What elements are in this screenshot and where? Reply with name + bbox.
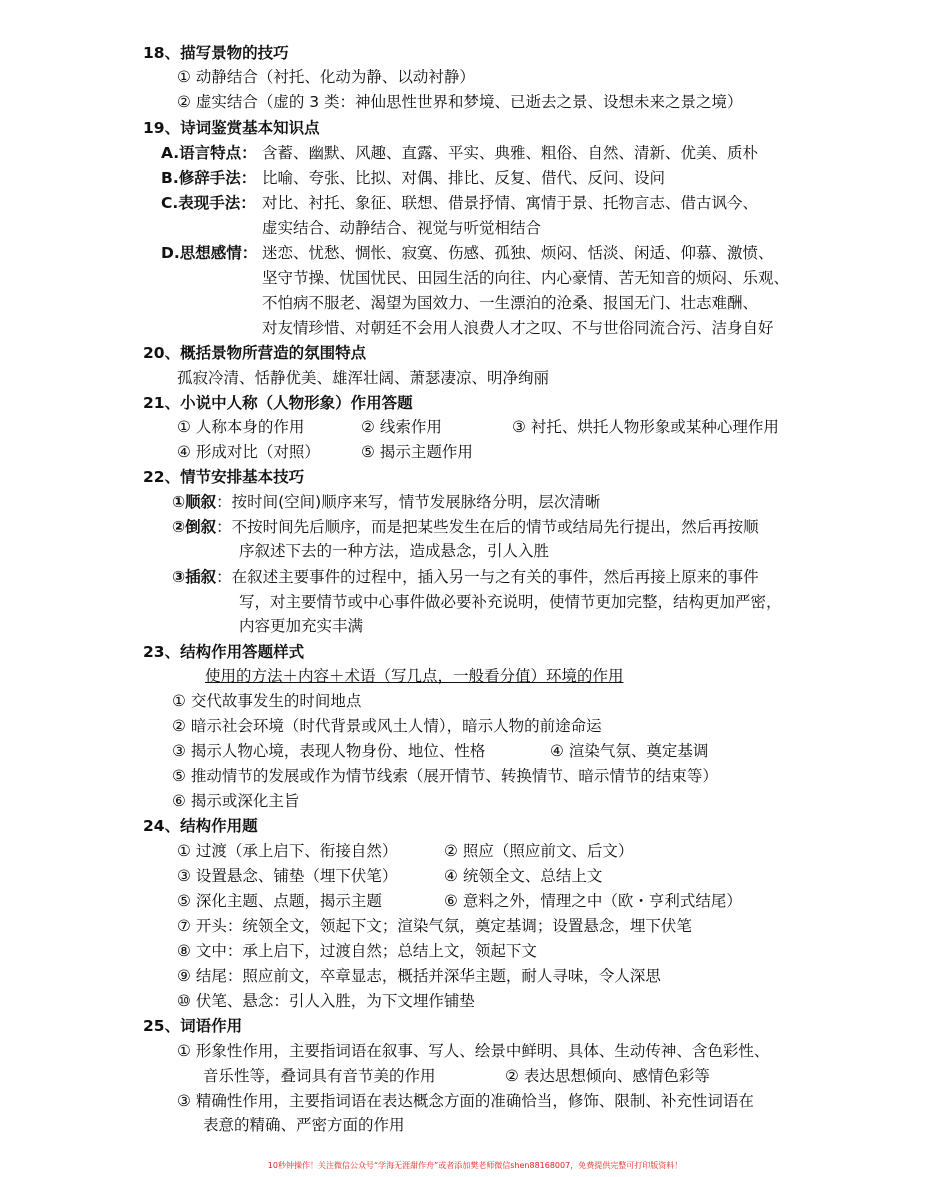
section-25-item-1b: 音乐性等，叠词具有音节美的作用 — [203, 1067, 436, 1085]
section-24-item-2: ② 照应（照应前文、后文） — [444, 842, 634, 860]
section-19-c-text-2: 虚实结合、动静结合、视觉与听觉相结合 — [262, 219, 542, 237]
section-22-text-3c: 内容更加充实丰满 — [239, 617, 364, 635]
section-18-item-2: ② 虚实结合（虚的 3 类：神仙思性世界和梦境、已逝去之景、设想未来之景之境） — [177, 93, 743, 111]
section-22-line-1 — [172, 492, 600, 512]
section-23-title: 23、结构作用答题样式 — [143, 643, 305, 661]
section-22-line-2 — [172, 517, 759, 537]
section-21-item-4: ④ 形成对比（对照） — [177, 443, 320, 461]
section-22-title: 22、情节安排基本技巧 — [143, 468, 305, 486]
section-19-b-text: 比喻、夸张、比拟、对偶、排比、反复、借代、反问、设问 — [262, 169, 666, 187]
section-19-c-text-1: 对比、衬托、象征、联想、借景抒情、寓情于景、托物言志、借古讽今、 — [262, 194, 759, 212]
section-25-item-3a: ③ 精确性作用，主要指词语在表达概念方面的准确恰当，修饰、限制、补充性词语在 — [177, 1092, 754, 1110]
section-24-item-9: ⑨ 结尾：照应前文，卒章显志，概括并深华主题，耐人寻味，令人深思 — [177, 967, 661, 985]
section-19-c-label: C.表现手法： — [161, 194, 256, 212]
section-23-subtitle: 使用的方法＋内容＋术语（写几点，一般看分值）环境的作用 — [205, 667, 624, 685]
section-24-item-1: ① 过渡（承上启下、衔接自然） — [177, 842, 398, 860]
section-24-item-5: ⑤ 深化主题、点题，揭示主题 — [177, 892, 382, 910]
section-23-item-5: ⑤ 推动情节的发展或作为情节线索（展开情节、转换情节、暗示情节的结束等） — [172, 767, 718, 785]
section-25-title: 25、词语作用 — [143, 1017, 243, 1035]
section-19-d-text-4: 对友情珍惜、对朝廷不会用人浪费人才之叹、不与世俗同流合污、洁身自好 — [262, 319, 774, 337]
section-23-item-3: ③ 揭示人物心境，表现人物身份、地位、性格 — [172, 742, 486, 760]
section-19-d-text-2: 坚守节操、忧国忧民、田园生活的向往、内心豪情、苦无知音的烦闷、乐观、 — [262, 269, 790, 287]
section-20-title: 20、概括景物所营造的氛围特点 — [143, 344, 367, 362]
section-21-item-3: ③ 衬托、烘托人物形象或某种心理作用 — [512, 418, 779, 436]
section-24-item-7: ⑦ 开头：统领全文，领起下文；渲染气氛，奠定基调；设置悬念，埋下伏笔 — [177, 917, 692, 935]
section-24-item-6: ⑥ 意料之外，情理之中（欧・亨利式结尾） — [444, 892, 742, 910]
section-23-item-6: ⑥ 揭示或深化主旨 — [172, 792, 300, 810]
section-24-item-3: ③ 设置悬念、铺垫（埋下伏笔） — [177, 867, 398, 885]
section-19-d-text-1: 迷恋、忧愁、惆怅、寂寞、伤感、孤独、烦闷、恬淡、闲适、仰慕、激愤、 — [262, 244, 774, 262]
section-21-item-1: ① 人称本身的作用 — [177, 418, 305, 436]
section-21-item-5: ⑤ 揭示主题作用 — [361, 443, 473, 461]
section-21-title: 21、小说中人称（人物形象）作用答题 — [143, 394, 413, 412]
section-25-item-1a: ① 形象性作用，主要指词语在叙事、写人、绘景中鲜明、具体、生动传神、含色彩性、 — [177, 1042, 770, 1060]
section-22-text-3: ：在叙述主要事件的过程中，插入另一与之有关的事件，然后再接上原来的事件 — [216, 568, 759, 586]
section-22-text-1: ：按时间(空间)顺序来写，情节发展脉络分明，层次清晰 — [216, 493, 601, 511]
section-22-label-2: ②倒叙 — [172, 518, 217, 536]
section-23-item-4: ④ 渲染气氛、奠定基调 — [550, 742, 709, 760]
section-18-item-1: ① 动静结合（衬托、化动为静、以动衬静） — [177, 68, 475, 86]
section-22-text-2: ：不按时间先后顺序，而是把某些发生在后的情节或结局先行提出，然后再按顺 — [216, 518, 759, 536]
section-22-text-3b: 写，对主要情节或中心事件做必要补充说明，使情节更加完整，结构更加严密， — [239, 593, 782, 611]
section-22-line-3 — [172, 567, 759, 587]
promo-footer: 10秒钟操作！关注微信公众号“学海无涯甜作舟”或者添加樊老师微信shen88168007，免费提供完整可打印版资料！ — [267, 1161, 683, 1170]
section-20-text: 孤寂冷清、恬静优美、雄浑壮阔、萧瑟凄凉、明净绚丽 — [177, 369, 550, 387]
section-19-d-label: D.思想感情： — [161, 244, 258, 262]
section-19-a-label: A.语言特点： — [161, 144, 257, 162]
section-23-item-1: ① 交代故事发生的时间地点 — [172, 692, 362, 710]
section-23-item-2: ② 暗示社会环境（时代背景或风土人情），暗示人物的前途命运 — [172, 717, 602, 735]
section-19-a-text: 含蓄、幽默、风趣、直露、平实、典雅、粗俗、自然、清新、优美、质朴 — [262, 144, 759, 162]
section-24-item-8: ⑧ 文中：承上启下，过渡自然；总结上文，领起下文 — [177, 942, 537, 960]
section-21-item-2: ② 线索作用 — [361, 418, 442, 436]
section-19-title: 19、诗词鉴赏基本知识点 — [143, 119, 320, 137]
section-24-item-10: ⑩ 伏笔、悬念：引人入胜，为下文埋作铺垫 — [177, 992, 475, 1010]
section-24-item-4: ④ 统领全文、总结上文 — [444, 867, 603, 885]
section-18-title: 18、描写景物的技巧 — [143, 44, 289, 62]
section-19-d-text-3: 不怕病不服老、渴望为国效力、一生漂泊的沧桑、报国无门、壮志难酬、 — [262, 294, 759, 312]
section-25-item-2: ② 表达思想倾向、感情色彩等 — [505, 1067, 710, 1085]
section-22-text-2b: 序叙述下去的一种方法，造成悬念，引人入胜 — [239, 542, 550, 560]
section-25-item-3b: 表意的精确、严密方面的作用 — [203, 1116, 405, 1134]
section-24-title: 24、结构作用题 — [143, 817, 258, 835]
section-22-label-3: ③插叙 — [172, 568, 217, 586]
section-22-label-1: ①顺叙 — [172, 493, 217, 511]
section-19-b-label: B.修辞手法： — [161, 169, 257, 187]
